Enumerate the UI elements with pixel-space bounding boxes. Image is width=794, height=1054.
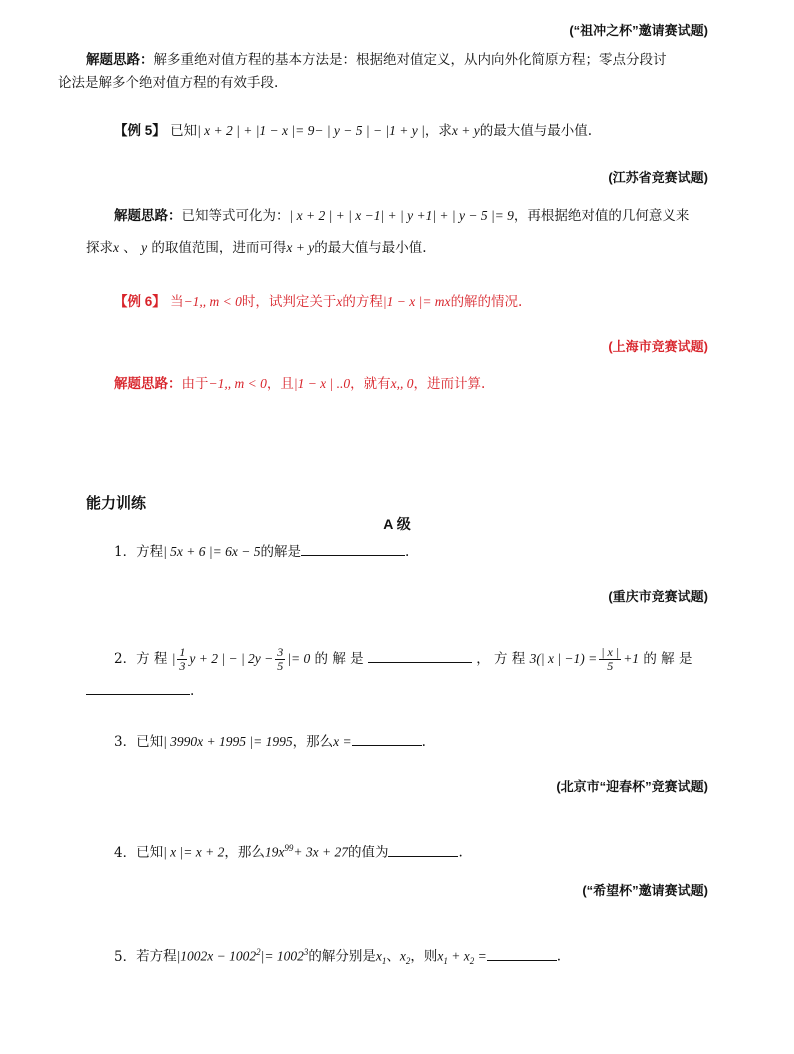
formula: | x + 2 | + |1 − x |= 9− | y − 5 | − |1 + y | [197, 123, 425, 138]
text: 已知 [136, 844, 164, 861]
text: 的方程 [342, 294, 383, 310]
text: 探求 [86, 240, 113, 256]
formula: 19x [264, 844, 285, 860]
text: 当 [170, 294, 184, 310]
text: 已知 [170, 123, 198, 139]
answer-blank[interactable] [301, 541, 405, 556]
formula: y [141, 240, 148, 255]
text: 的解是 [260, 544, 301, 560]
hint-paragraph-cont [58, 73, 714, 93]
source-tag: (江苏省竞赛试题) [608, 170, 708, 185]
question-3 [86, 731, 714, 752]
subscript: 1 [443, 956, 448, 967]
formula: + 3x + 27 [293, 844, 348, 860]
text: . [190, 683, 195, 699]
text: 已知 [136, 734, 164, 750]
text: . [458, 844, 463, 861]
numerator: 1 [179, 645, 186, 659]
hint-label: 解题思路： [114, 208, 182, 223]
hint-paragraph [86, 206, 714, 226]
text: . [404, 544, 410, 560]
source-tag: (上海市竞赛试题) [608, 339, 708, 354]
fraction [275, 646, 285, 673]
exponent: 2 [256, 947, 261, 957]
section-title: 能力训练 [86, 495, 147, 512]
denominator: 5 [277, 659, 284, 673]
formula: x [375, 948, 382, 964]
formula: |1 − x |= mx [382, 294, 451, 309]
text: 、 [386, 948, 400, 965]
hint-paragraph [86, 374, 714, 394]
source-tag: (“希望杯”邀请赛试题) [582, 883, 708, 898]
text: ，求 [424, 123, 452, 139]
text: ，那么 [292, 734, 334, 750]
text: 的解分别是 [308, 948, 376, 965]
question-number: 2． [114, 651, 137, 667]
hint-label: 解题思路： [114, 376, 182, 391]
formula: | [171, 651, 176, 666]
source-tag: (“祖冲之杯”邀请赛试题) [569, 23, 708, 38]
formula: 3(| x | −1) = [529, 651, 598, 666]
example-5 [86, 121, 714, 141]
formula: |1 − x | ..0 [293, 376, 351, 391]
question-5 [86, 942, 714, 971]
question-number: 3． [114, 734, 137, 750]
text: 的最大值与最小值. [479, 123, 592, 139]
text: ，再根据绝对值的几何意义来 [513, 208, 690, 224]
numerator: | x | [601, 645, 620, 659]
question-number: 4． [114, 844, 137, 861]
text: 的 解 是 [314, 651, 364, 667]
formula: −1,, m < 0 [208, 376, 267, 391]
text: ，则 [410, 948, 438, 965]
source-tag: (重庆市竞赛试题) [608, 589, 708, 604]
exponent: 99 [284, 843, 294, 853]
text: 的最大值与最小值. [314, 240, 427, 256]
hint-label: 解题思路： [86, 52, 154, 67]
subscript: 2 [469, 956, 475, 967]
formula: x [437, 948, 444, 964]
formula: +1 [623, 651, 640, 666]
text: ，那么 [224, 844, 265, 861]
text: 的解的情况. [450, 294, 523, 310]
hint-paragraph [86, 50, 714, 70]
hint-text: 论法是解多个绝对值方程的有效手段. [58, 75, 279, 91]
question-4 [86, 838, 714, 863]
denominator: 3 [179, 659, 186, 673]
exponent: 3 [303, 947, 309, 957]
fraction [599, 646, 621, 673]
answer-blank[interactable] [487, 946, 557, 961]
text: 由于 [181, 376, 209, 392]
level-title: A 级 [383, 516, 411, 532]
text: 、 [123, 240, 137, 256]
text: ， 方 程 [476, 651, 526, 667]
question-2 [86, 644, 714, 674]
formula: x [113, 240, 119, 255]
text: 方 程 [136, 651, 168, 667]
formula: x = [333, 734, 352, 749]
subscript: 1 [381, 956, 387, 967]
text: 若方程 [136, 948, 177, 965]
formula: = [474, 948, 487, 964]
answer-blank[interactable] [368, 648, 472, 663]
formula: −1,, m < 0 [183, 294, 242, 309]
example-6 [86, 292, 714, 312]
formula: x,, 0 [390, 376, 414, 391]
question-1 [86, 541, 714, 562]
text: ，就有 [350, 376, 391, 392]
answer-blank[interactable] [86, 680, 190, 695]
formula: | 5x + 6 |= 6x − 5 [163, 544, 261, 559]
formula: y + 2 | − | 2y − [189, 651, 274, 666]
formula: | x + 2 | + | x −1| + | y +1| + | y − 5 |= 9 [289, 208, 514, 223]
text: 时，试判定关于 [241, 294, 337, 310]
hint-paragraph-cont [86, 238, 714, 258]
formula: |= 1002 [260, 948, 304, 964]
formula: | x |= x + 2 [163, 844, 225, 860]
text: 的值为 [347, 844, 389, 861]
formula: |1002x − 1002 [176, 948, 257, 964]
question-number: 5． [114, 948, 137, 965]
text: ，进而计算. [413, 376, 486, 392]
formula: x [399, 948, 406, 964]
numerator: 3 [277, 645, 284, 659]
example-label: 【例 6】 [114, 294, 166, 309]
formula: + x [447, 948, 470, 964]
text: ，且 [266, 376, 294, 392]
answer-blank[interactable] [388, 842, 458, 857]
text: 方程 [136, 544, 164, 560]
formula: x + y [286, 240, 315, 255]
text: 的取值范围，进而可得 [151, 240, 287, 256]
formula: |= 0 [287, 651, 311, 666]
text: . [556, 948, 562, 965]
text: 的 解 是 [643, 651, 693, 667]
source-tag: (北京市“迎春杯”竞赛试题) [556, 779, 708, 794]
hint-text: 解多重绝对值方程的基本方法是：根据绝对值定义，从内向外化简原方程；零点分段讨 [153, 52, 667, 68]
fraction [177, 646, 187, 673]
question-2-cont [86, 680, 714, 701]
denominator: 5 [607, 659, 614, 673]
example-label: 【例 5】 [114, 123, 166, 138]
subscript: 2 [405, 956, 411, 967]
text: 已知等式可化为： [181, 208, 290, 224]
question-number: 1． [114, 544, 137, 560]
formula: x + y [451, 123, 480, 138]
answer-blank[interactable] [352, 731, 422, 746]
formula: x [336, 294, 343, 309]
formula: | 3990x + 1995 |= 1995 [163, 734, 293, 749]
text: . [421, 734, 426, 750]
